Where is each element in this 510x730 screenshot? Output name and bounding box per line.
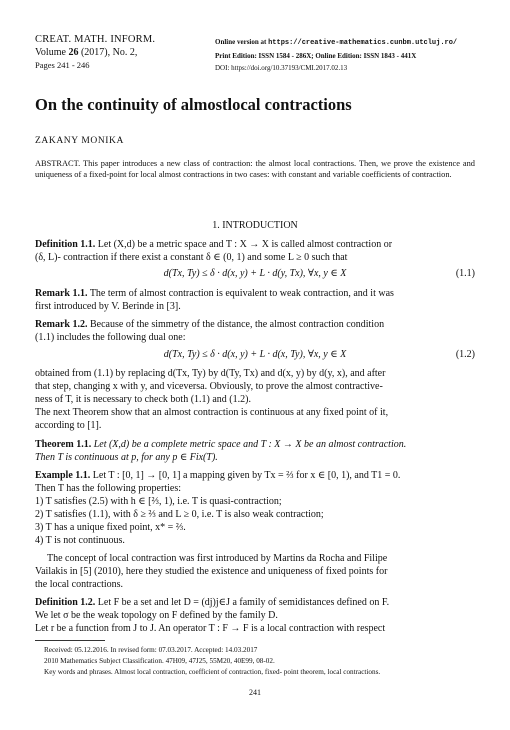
footnote-divider xyxy=(35,640,105,641)
equation-formula: d(Tx, Ty) ≤ δ · d(x, y) + L · d(x, Ty), ∀x, y ∈ X xyxy=(163,349,347,360)
section-heading: 1. INTRODUCTION xyxy=(212,220,298,231)
example-label: Example 1.1. xyxy=(35,470,91,481)
abstract-label: ABSTRACT. xyxy=(35,159,81,168)
remark-1-2: Remark 1.2. Because of the simmetry of the distance, the almost contraction condition (1.1) includes the following dual one: xyxy=(35,319,385,343)
keywords: Key words and phrases. Almost local contraction, coefficient of contraction, fixed- point theorem, local contractions. xyxy=(44,668,381,676)
definition-label: Definition 1.1. xyxy=(35,239,96,250)
abstract-text: This paper introduces a new class of contraction: the almost local contractions. Then, we prove the existence and uniqueness of a fixed-point for local almost contractions in two cases: with constant and variable coefficients of contraction. xyxy=(35,159,475,179)
definition-1-2: Definition 1.2. Let F be a set and let D = (dj)j∈J a family of semidistances defined on F. We let σ be the weak topology on F defined by the family D. Let r be a function from J to J. An operator T : F → F is a local contraction with respect xyxy=(35,597,390,634)
equation-number: (1.2) xyxy=(455,349,475,360)
doi-link[interactable]: DOI: https://doi.org/10.37193/CMI.2017.02.13 xyxy=(215,64,348,72)
online-version: Online version at https://creative-mathematics.cunbm.utcluj.ro/ xyxy=(215,38,458,47)
remark-label: Remark 1.1. xyxy=(35,288,88,299)
theorem-label: Theorem 1.1. xyxy=(35,439,92,450)
paragraph-obtained: obtained from (1.1) by replacing d(Tx, Ty) by d(Ty, Tx) and d(x, y) by d(y, x), and after that step, changing x with y, and viceversa. Obviously, to prove the almost contractive- ness of T, it is necessary to check both (1.1) and (1.2). The next Theorem show that an almost contraction is continuous at any fixed point of it, according to [1]. xyxy=(35,368,389,431)
equation-number: (1.1) xyxy=(455,268,475,279)
theorem-1-1: Theorem 1.1. Let (X,d) be a complete metric space and T : X → X be an almost contraction. Then T is continuous at p, for any p ∈ Fix(T). xyxy=(35,439,407,463)
journal-header xyxy=(35,34,155,72)
publication-info xyxy=(215,36,457,75)
example-1-1: Example 1.1. Let T : [0, 1] → [0, 1] a mapping given by Tx = ⅔ for x ∈ [0, 1), and T1 = 0. Then T has the following properties: 1) T satisfies (2.5) with h ∈ [⅔, 1), i.e. T is quasi-contraction; 2) T satisfies (1.1), with δ ≥ ⅔ and L ≥ 0, i.e. T is also weak contraction; 3) T has a unique fixed point, x* = ⅔. 4) T is not continuous. xyxy=(35,470,401,546)
page-number: 241 xyxy=(249,688,261,697)
footnotes xyxy=(44,645,380,678)
journal-name: CREAT. MATH. INFORM. xyxy=(35,34,156,45)
journal-volume: Volume 26 (2017), No. 2, xyxy=(35,46,138,58)
paragraph-concept: The concept of local contraction was first introduced by Martins da Rocha and Filipe Vailakis in [5] (2010), here they studied the existence and uniqueness of fixed points for the local contractions. xyxy=(35,553,388,590)
definition-1-1: Definition 1.1. Let (X,d) be a metric space and T : X → X is called almost contraction or (δ, L)- contraction if there exist a constant δ ∈ (0, 1) and some L ≥ 0 such that xyxy=(35,239,393,263)
remark-label: Remark 1.2. xyxy=(35,319,88,330)
paper-author: ZAKANY MONIKA xyxy=(35,136,124,146)
abstract xyxy=(35,158,475,180)
paper-title: On the continuity of almostlocal contractions xyxy=(35,95,352,114)
msc-classification: 2010 Mathematics Subject Classification. 47H09, 47J25, 55M20, 40E99, 08-02. xyxy=(44,657,275,665)
issn-info: Print Edition: ISSN 1584 - 286X; Online Edition: ISSN 1843 - 441X xyxy=(215,51,417,60)
received-dates: Received: 05.12.2016. In revised form: 07.03.2017. Accepted: 14.03.2017 xyxy=(44,646,258,654)
online-url-link[interactable]: https://creative-mathematics.cunbm.utcluj.ro/ xyxy=(268,39,458,47)
journal-pages: Pages 241 - 246 xyxy=(35,60,90,70)
definition-label: Definition 1.2. xyxy=(35,597,96,608)
remark-1-1: Remark 1.1. The term of almost contraction is equivalent to weak contraction, and it was first introduced by V. Berinde in [3]. xyxy=(35,288,394,312)
equation-formula: d(Tx, Ty) ≤ δ · d(x, y) + L · d(y, Tx), ∀x, y ∈ X xyxy=(163,268,347,279)
